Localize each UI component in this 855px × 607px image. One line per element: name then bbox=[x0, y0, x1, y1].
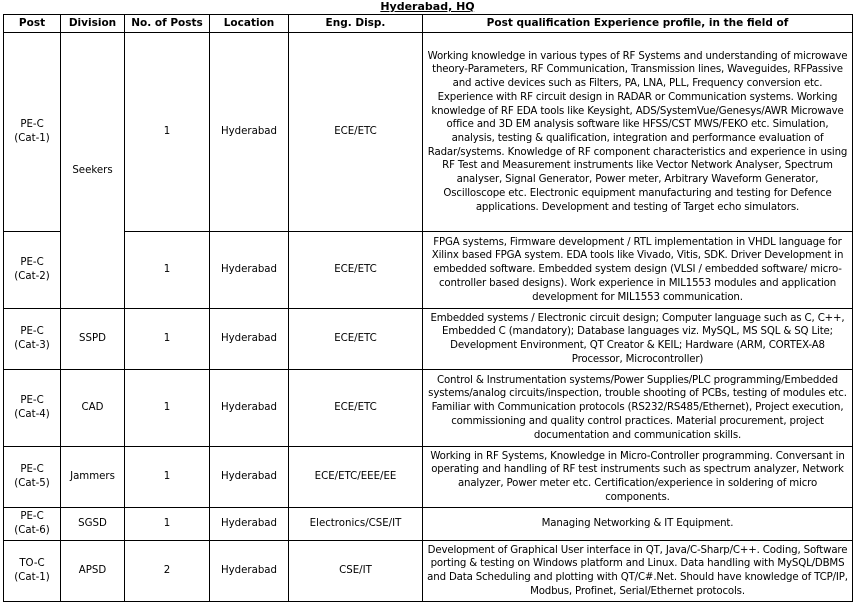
post-category: (Cat-3) bbox=[14, 340, 50, 351]
post-code: PE-C bbox=[20, 395, 44, 407]
title-text: Hyderabad, HQ bbox=[380, 0, 475, 13]
eng-disp-cell: ECE/ETC bbox=[289, 370, 423, 447]
division-cell: SSPD bbox=[61, 309, 125, 370]
header-division: Division bbox=[61, 15, 125, 33]
eng-disp-cell: ECE/ETC bbox=[289, 33, 423, 232]
count-cell: 1 bbox=[125, 232, 210, 309]
count-cell: 1 bbox=[125, 33, 210, 232]
eng-disp-cell: ECE/ETC/EEE/EE bbox=[289, 447, 423, 508]
location-cell: Hyderabad bbox=[210, 447, 289, 508]
page-title bbox=[0, 0, 855, 14]
location-cell: Hyderabad bbox=[210, 33, 289, 232]
post-category: (Cat-4) bbox=[14, 409, 50, 420]
location-cell: Hyderabad bbox=[210, 370, 289, 447]
eng-disp-cell: ECE/ETC bbox=[289, 232, 423, 309]
post-cell bbox=[4, 447, 61, 508]
table-row bbox=[4, 541, 853, 602]
count-cell: 1 bbox=[125, 309, 210, 370]
count-cell: 1 bbox=[125, 447, 210, 508]
header-profile: Post qualification Experience profile, in the field of bbox=[423, 15, 853, 33]
header-post: Post bbox=[4, 15, 61, 33]
division-cell: APSD bbox=[61, 541, 125, 602]
table-row bbox=[4, 232, 853, 309]
location-cell: Hyderabad bbox=[210, 508, 289, 541]
post-cell bbox=[4, 232, 61, 309]
post-cell bbox=[4, 33, 61, 232]
post-cell bbox=[4, 370, 61, 447]
post-cell bbox=[4, 541, 61, 602]
location-cell: Hyderabad bbox=[210, 232, 289, 309]
post-code: PE-C bbox=[20, 464, 44, 476]
header-location: Location bbox=[210, 15, 289, 33]
table-row bbox=[4, 508, 853, 541]
post-code: PE-C bbox=[20, 326, 44, 338]
header-eng-disp: Eng. Disp. bbox=[289, 15, 423, 33]
profile-cell: Control & Instrumentation systems/Power Supplies/PLC programming/Embedded systems/analog circuits/inspection, trouble shooting of PCBs, testing of modules etc. Familiar with Communication protocols (RS232/RS485/Ethernet), Project execution, commissioning and quality control practices. Material procurement, project documentation and communication skills. bbox=[423, 370, 853, 447]
profile-cell: FPGA systems, Firmware development / RTL implementation in VHDL language for Xilinx based FPGA system. EDA tools like Vivado, Vitis, SDK. Driver Development in embedded software. Embedded system design (VLSI / embedded software/ micro-controller based designs). Work experience in MIL1553 modules and application development for MIL1553 communication. bbox=[423, 232, 853, 309]
count-cell: 1 bbox=[125, 370, 210, 447]
profile-cell: Embedded systems / Electronic circuit design; Computer language such as C, C++, Embedded C (mandatory); Database languages viz. MySQL, MS SQL & SQ Lite; Development Environment, QT Creator & KEIL; Hardware (ARM, CORTEX-A8 Processor, Microcontroller) bbox=[423, 309, 853, 370]
division-cell: Seekers bbox=[61, 33, 125, 309]
eng-disp-cell: CSE/IT bbox=[289, 541, 423, 602]
division-cell: Jammers bbox=[61, 447, 125, 508]
location-cell: Hyderabad bbox=[210, 309, 289, 370]
count-cell: 2 bbox=[125, 541, 210, 602]
post-category: (Cat-6) bbox=[14, 525, 50, 536]
eng-disp-cell: ECE/ETC bbox=[289, 309, 423, 370]
post-category: (Cat-2) bbox=[14, 271, 50, 282]
post-cell bbox=[4, 309, 61, 370]
profile-cell: Managing Networking & IT Equipment. bbox=[423, 508, 853, 541]
table-row bbox=[4, 370, 853, 447]
count-cell: 1 bbox=[125, 508, 210, 541]
profile-cell: Development of Graphical User interface in QT, Java/C-Sharp/C++. Coding, Software porting & testing on Windows platform and Linux. Data handling with MySQL/DBMS and Data Scheduling and plotting with QT/C#.Net. Should have knowledge of TCP/IP, Modbus, Profinet, Serial/Ethernet protocols. bbox=[423, 541, 853, 602]
post-cell bbox=[4, 508, 61, 541]
table-row bbox=[4, 33, 853, 232]
post-code: PE-C bbox=[20, 511, 44, 523]
post-category: (Cat-1) bbox=[14, 572, 50, 583]
table-row bbox=[4, 447, 853, 508]
post-category: (Cat-1) bbox=[14, 133, 50, 144]
header-row bbox=[4, 15, 853, 33]
location-cell: Hyderabad bbox=[210, 541, 289, 602]
division-cell: SGSD bbox=[61, 508, 125, 541]
post-code: PE-C bbox=[20, 257, 44, 269]
division-cell: CAD bbox=[61, 370, 125, 447]
table-row bbox=[4, 309, 853, 370]
profile-cell: Working in RF Systems, Knowledge in Micro-Controller programming. Conversant in operating and handling of RF test instruments such as spectrum analyzer, Network analyzer, Power meter etc. Certification/experience in soldering of micro components. bbox=[423, 447, 853, 508]
eng-disp-cell: Electronics/CSE/IT bbox=[289, 508, 423, 541]
header-no-of-posts: No. of Posts bbox=[125, 15, 210, 33]
post-category: (Cat-5) bbox=[14, 478, 50, 489]
profile-cell: Working knowledge in various types of RF Systems and understanding of microwave theory-Parameters, RF Communication, Transmission lines, Waveguides, RFPassive and active devices such as Filters, PA, LNA, PLL, Frequency conversion etc. Experience with RF circuit design in RADAR or Communication systems. Working knowledge of RF EDA tools like Keysight, ADS/SystemVue/Genesys/AWR Microwave office and 3D EM analysis software like HFSS/CST MWS/FEKO etc. Simulation, analysis, testing & qualification, integration and performance evaluation of Radar/systems. Knowledge of RF component characteristics and experience in using RF Test and Measurement instruments like Vector Network Analyser, Spectrum analyser, Signal Generator, Power meter, Arbitrary Waveform Generator, Oscilloscope etc. Electronic equipment manufacturing and testing for Defence applications. Development and testing of Target echo simulators. bbox=[423, 33, 853, 232]
post-code: PE-C bbox=[20, 119, 44, 131]
recruitment-table bbox=[3, 14, 853, 602]
post-code: TO-C bbox=[19, 558, 45, 570]
